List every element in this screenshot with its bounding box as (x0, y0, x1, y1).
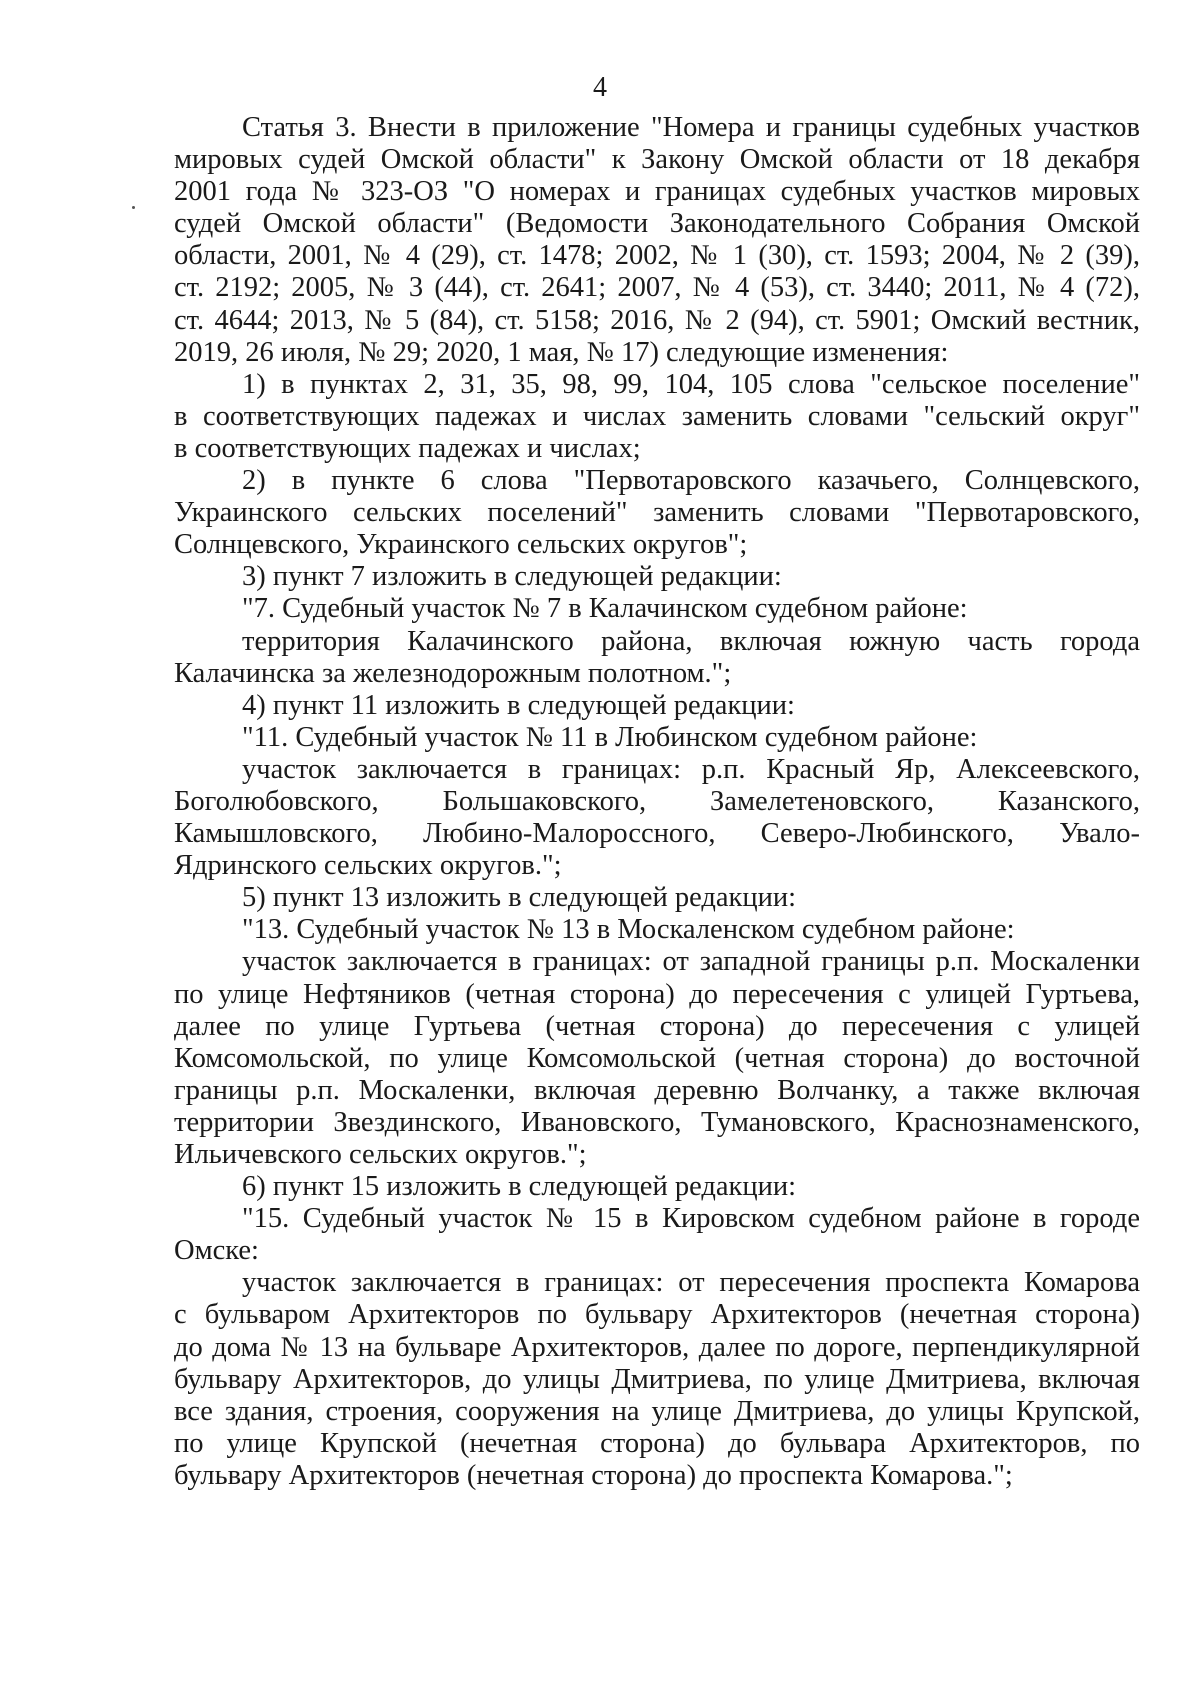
paragraph (174, 1171, 1140, 1203)
text-line: Ядринского сельских округов."; (174, 850, 562, 882)
page-number: 4 (593, 72, 607, 103)
text-line: 4) пункт 11 изложить в следующей редакции: (242, 689, 795, 721)
paragraph (174, 914, 1140, 946)
text-line: 2019, 26 июля, № 29; 2020, 1 мая, № 17) следующие изменения: (174, 336, 949, 368)
text-line: до дома № 13 на бульваре Архитекторов, далее по дороге, перпендикулярной (174, 1331, 1140, 1363)
text-line: 6) пункт 15 изложить в следующей редакции: (242, 1171, 797, 1203)
text-line: территории Звездинского, Ивановского, Тумановского, Краснознаменского, (174, 1106, 1140, 1138)
text-line: 3) пункт 7 изложить в следующей редакции: (242, 561, 782, 593)
document-body (174, 112, 1140, 1492)
paragraph (174, 626, 1140, 690)
text-line: границы р.п. Москаленки, включая деревню Волчанку, а также включая (174, 1074, 1140, 1106)
text-line: по улице Нефтяников (четная сторона) до пересечения с улицей Гуртьева, (174, 978, 1140, 1010)
text-line: бульвару Архитекторов (нечетная сторона) до проспекта Комарова."; (174, 1459, 1013, 1491)
text-line: с бульваром Архитекторов по бульвару Архитекторов (нечетная сторона) (174, 1299, 1140, 1331)
text-line: "7. Судебный участок № 7 в Калачинском судебном районе: (242, 593, 968, 625)
text-line: ст. 2192; 2005, № 3 (44), ст. 2641; 2007, № 4 (53), ст. 3440; 2011, № 4 (72), (174, 272, 1140, 304)
text-line: 2001 года № 323-ОЗ "О номерах и границах судебных участков мировых (174, 176, 1140, 208)
text-line: участок заключается в границах: от пересечения проспекта Комарова (242, 1267, 1140, 1299)
paragraph (174, 946, 1140, 1171)
paragraph (174, 1267, 1140, 1492)
text-line: Комсомольской, по улице Комсомольской (четная сторона) до восточной (174, 1042, 1140, 1074)
paragraph (174, 112, 1140, 369)
paragraph (174, 593, 1140, 625)
text-line: по улице Крупской (нечетная сторона) до бульвара Архитекторов, по (174, 1427, 1140, 1459)
text-line: области, 2001, № 4 (29), ст. 1478; 2002, № 1 (30), ст. 1593; 2004, № 2 (39), (174, 240, 1140, 272)
text-line: "13. Судебный участок № 13 в Москаленском судебном районе: (242, 914, 1015, 946)
paragraph (174, 1203, 1140, 1267)
text-line: "11. Судебный участок № 11 в Любинском судебном районе: (242, 721, 978, 753)
text-line: территория Калачинского района, включая южную часть города (242, 625, 1140, 657)
scan-speck (132, 206, 135, 209)
text-line: Украинского сельских поселений" заменить словами "Первотаровского, (174, 497, 1140, 529)
paragraph (174, 754, 1140, 882)
text-line: мировых судей Омской области" к Закону Омской области от 18 декабря (174, 144, 1140, 176)
text-line: все здания, строения, сооружения на улице Дмитриева, до улицы Крупской, (174, 1395, 1140, 1427)
paragraph (174, 465, 1140, 561)
text-line: судей Омской области" (Ведомости Законодательного Собрания Омской (174, 208, 1140, 240)
text-line: в соответствующих падежах и числах; (174, 432, 641, 464)
text-line: "15. Судебный участок № 15 в Кировском судебном районе в городе (242, 1203, 1140, 1235)
text-line: далее по улице Гуртьева (четная сторона) до пересечения с улицей (174, 1010, 1140, 1042)
text-line: Солнцевского, Украинского сельских округов"; (174, 529, 748, 561)
text-line: Статья 3. Внести в приложение "Номера и границы судебных участков (242, 112, 1140, 143)
text-line: Камышловского, Любино-Малороссного, Северо-Любинского, Увало- (174, 818, 1140, 850)
paragraph (174, 369, 1140, 465)
text-line: бульвару Архитекторов, до улицы Дмитриева, по улице Дмитриева, включая (174, 1363, 1140, 1395)
paragraph (174, 882, 1140, 914)
text-line: участок заключается в границах: р.п. Красный Яр, Алексеевского, (242, 753, 1140, 785)
text-line: Омске: (174, 1235, 259, 1267)
text-line: 2) в пункте 6 слова "Первотаровского казачьего, Солнцевского, (242, 465, 1140, 497)
paragraph (174, 722, 1140, 754)
text-line: участок заключается в границах: от западной границы р.п. Москаленки (242, 946, 1140, 978)
text-line: Ильичевского сельских округов."; (174, 1139, 587, 1170)
text-line: Боголюбовского, Большаковского, Замелетеновского, Казанского, (174, 785, 1140, 817)
text-line: ст. 4644; 2013, № 5 (84), ст. 5158; 2016, № 2 (94), ст. 5901; Омский вестник, (174, 304, 1140, 336)
text-line: в соответствующих падежах и числах заменить словами "сельский округ" (174, 400, 1140, 432)
text-line: 1) в пунктах 2, 31, 35, 98, 99, 104, 105 слова "сельское поселение" (242, 368, 1140, 400)
paragraph (174, 690, 1140, 722)
text-line: Калачинска за железнодорожным полотном."; (174, 657, 732, 689)
paragraph (174, 561, 1140, 593)
text-line: 5) пункт 13 изложить в следующей редакции: (242, 882, 797, 914)
